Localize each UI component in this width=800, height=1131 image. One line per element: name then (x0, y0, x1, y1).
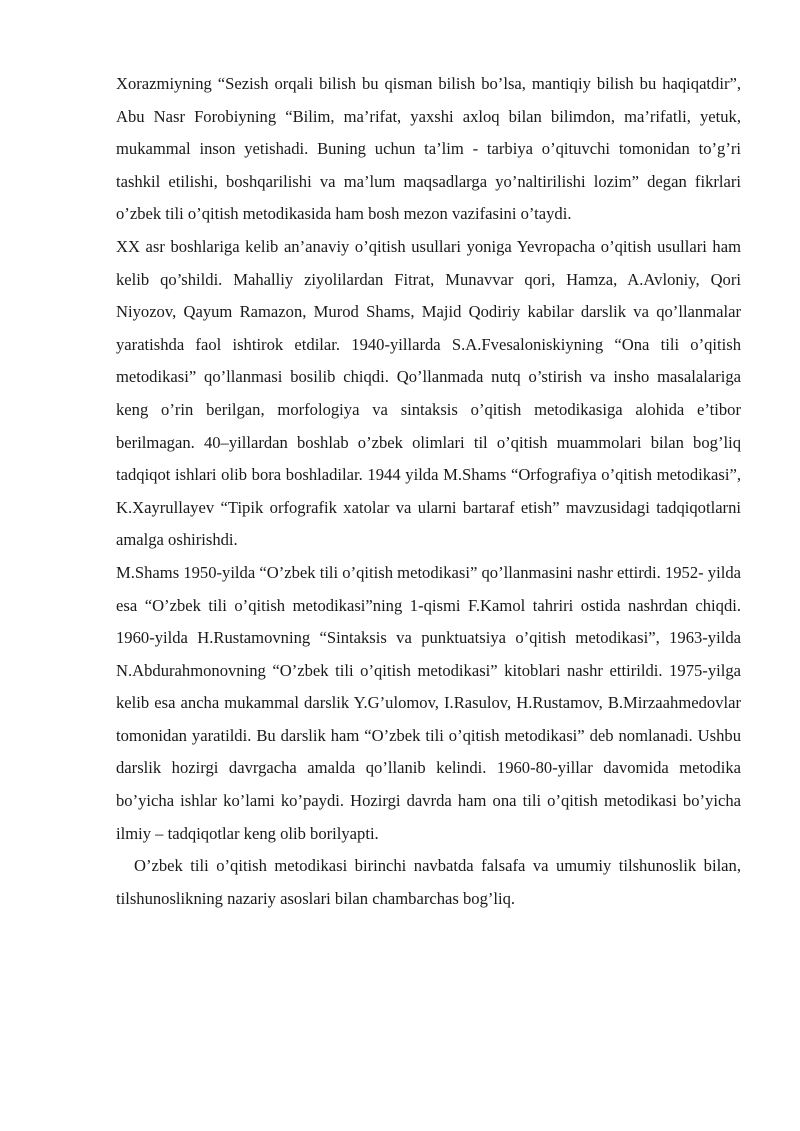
paragraph-2: XX asr boshlariga kelib an’anaviy o’qitish usullari yoniga Yevropacha o’qitish usullari ham kelib qo’shildi. Mahalliy ziyolilardan Fitrat, Munavvar qori, Hamza, A.Avloniy, Qori Niyozov, Qayum Ramazon, Murod Shams, Majid Qodiriy kabilar darslik va qo’llanmalar yaratishda faol ishtirok etdilar. 1940-yillarda S.A.Fvesaloniskiyning “Ona tili o’qitish metodikasi” qo’llanmasi bosilib chiqdi. Qo’llanmada nutq o’stirish va insho masalalariga keng o’rin berilgan, morfologiya va sintaksis o’qitish metodikasiga alohida e’tibor berilmagan. 40–yillardan boshlab o’zbek olimlari til o’qitish muammolari bilan bog’liq tadqiqot ishlari olib bora boshladilar. 1944 yilda M.Shams “Orfografiya o’qitish metodikasi”, K.Xayrullayev “Tipik orfografik xatolar va ularni bartaraf etish” mavzusidagi tadqiqotlarni amalga oshirishdi. (116, 236, 741, 550)
paragraph-4: O’zbek tili o’qitish metodikasi birinchi navbatda falsafa va umumiy tilshunoslik bilan, tilshunoslikning nazariy asoslari bilan chambarchas bog’liq. (116, 856, 741, 908)
document-page (116, 68, 741, 915)
paragraph-3: M.Shams 1950-yilda “O’zbek tili o’qitish metodikasi” qo’llanmasini nashr ettirdi. 1952- yilda esa “O’zbek tili o’qitish metodikasi”ning 1-qismi F.Kamol tahriri ostida nashrdan chiqdi. 1960-yilda H.Rustamovning “Sintaksis va punktuatsiya o’qitish metodikasi”, 1963-yilda N.Abdurahmonovning “O’zbek tili o’qitish metodikasi” kitoblari nashr ettirildi. 1975-yilga kelib esa ancha mukammal darslik Y.G’ulomov, I.Rasulov, H.Rustamov, B.Mirzaahmedovlar tomonidan yaratildi. Bu darslik ham “O’zbek tili o’qitish metodikasi” deb nomlanadi. Ushbu darslik hozirgi davrgacha amalda qo’llanib kelindi. 1960-80-yillar davomida metodika bo’yicha ishlar ko’lami ko’paydi. Hozirgi davrda ham ona tili o’qitish metodikasi bo’yicha ilmiy – tadqiqotlar keng olib borilyapti. (116, 562, 741, 843)
paragraph-1: Xorazmiyning “Sezish orqali bilish bu qisman bilish bo’lsa, mantiqiy bilish bu haqiqatdir”, Abu Nasr Forobiyning “Bilim, ma’rifat, yaxshi axloq bilan bilimdon, ma’rifatli, yetuk, mukammal inson yetishadi. Buning uchun ta’lim - tarbiya o’qituvchi tomonidan to’g’ri tashkil etilishi, boshqarilishi va ma’lum maqsadlarga yo’naltirilishi lozim” degan fikrlari o’zbek tili o’qitish metodikasida ham bosh mezon vazifasini o’taydi. (116, 74, 741, 224)
